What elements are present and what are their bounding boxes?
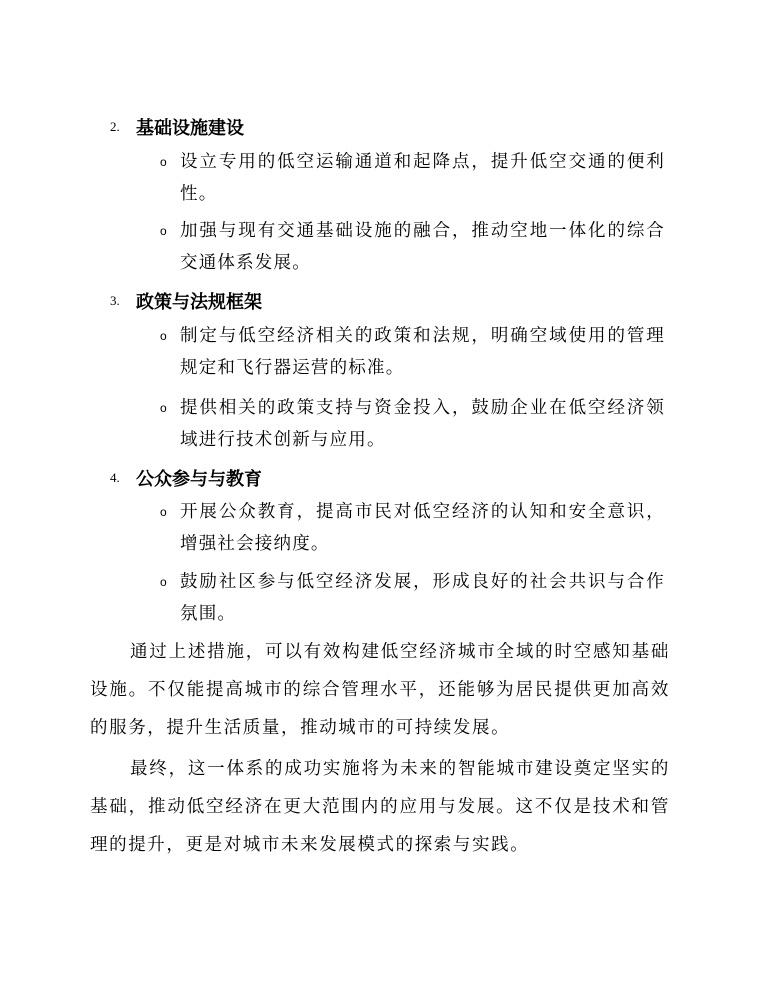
section-number: 4. (110, 470, 120, 485)
list-item-text: 加强与现有交通基础设施的融合，推动空地一体化的综合交通体系发展。 (180, 221, 665, 273)
list-item (160, 496, 665, 560)
bullet-icon: o (160, 155, 167, 169)
list-item (160, 392, 665, 456)
section-number: 3. (110, 293, 120, 308)
section-number: 2. (110, 119, 120, 134)
list-item-text: 设立专用的低空运输通道和起降点，提升低空交通的便利性。 (180, 152, 665, 204)
section-title: 基础设施建设 (136, 118, 244, 139)
body-paragraph: 最终，这一体系的成功实施将为未来的智能城市建设奠定坚实的基础，推动低空经济在更大范围内的应用与发展。这不仅是技术和管理的提升，更是对城市未来发展模式的探索与实践。 (90, 759, 670, 855)
bullet-icon: o (160, 329, 167, 343)
section-heading (110, 286, 262, 316)
bullet-icon: o (160, 505, 167, 519)
section-heading (110, 112, 244, 142)
bullet-icon: o (160, 401, 167, 415)
list-item-text: 开展公众教育，提高市民对低空经济的认知和安全意识，增强社会接纳度。 (180, 502, 665, 554)
bullet-icon: o (160, 575, 167, 589)
section-heading (110, 463, 262, 493)
list-item-text: 提供相关的政策支持与资金投入，鼓励企业在低空经济领域进行技术创新与应用。 (180, 398, 665, 450)
body-paragraph: 通过上述措施，可以有效构建低空经济城市全域的时空感知基础设施。不仅能提高城市的综合管理水平，还能够为居民提供更加高效的服务，提升生活质量，推动城市的可持续发展。 (90, 642, 670, 738)
list-item (160, 566, 665, 630)
bullet-icon: o (160, 224, 167, 238)
list-item (160, 146, 665, 210)
list-item (160, 215, 665, 279)
list-item-text: 制定与低空经济相关的政策和法规，明确空域使用的管理规定和飞行器运营的标准。 (180, 326, 665, 378)
list-item-text: 鼓励社区参与低空经济发展，形成良好的社会共识与合作氛围。 (180, 572, 665, 624)
section-title: 公众参与与教育 (136, 469, 262, 490)
section-title: 政策与法规框架 (136, 292, 262, 313)
list-item (160, 320, 665, 384)
